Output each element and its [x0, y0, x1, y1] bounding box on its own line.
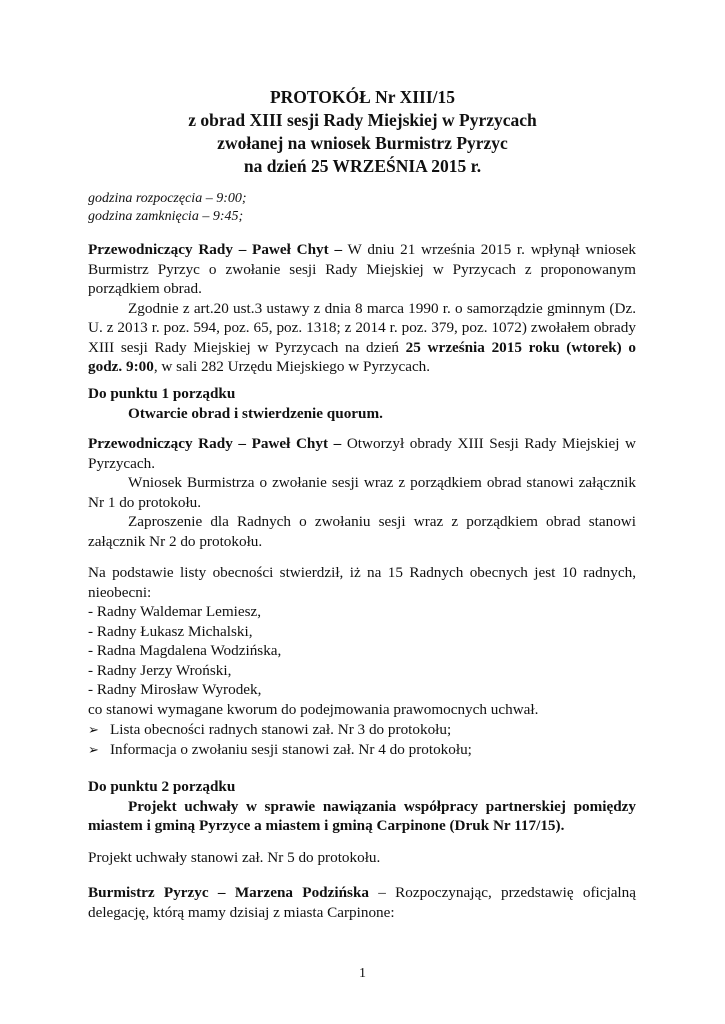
document-title — [0, 86, 725, 178]
point-2-heading-text: Do punktu 2 porządku — [88, 778, 236, 795]
start-time: godzina rozpoczęcia – 9:00; — [88, 191, 247, 206]
opening-paragraph — [88, 434, 636, 473]
convocation-paragraph — [88, 299, 636, 377]
point-2-note — [88, 848, 636, 868]
mayor-text: – Rozpoczynając, przedstawię oficjalną delegację, którą mamy dzisiaj z miasta Carpinone: — [88, 884, 636, 921]
list-item-text: Lista obecności radnych stanowi zał. Nr 3 do protokołu; — [110, 721, 452, 738]
title-line-3: zwołanej na wniosek Burmistrz Pyrzyc — [217, 133, 508, 153]
point-2-note-text: Projekt uchwały stanowi zał. Nr 5 do protokołu. — [88, 849, 381, 866]
opening-speaker: Przewodniczący Rady – Paweł Chyt – — [88, 435, 342, 452]
title-line-1: PROTOKÓŁ Nr XIII/15 — [269, 87, 456, 107]
mayor-speaker: Burmistrz Pyrzyc – Marzena Podzińska — [88, 884, 369, 901]
point-1-section — [88, 384, 636, 423]
session-hours — [88, 190, 247, 226]
point-2-heading — [88, 777, 636, 797]
absent-list-item: - Radny Waldemar Lemiesz, — [88, 603, 262, 620]
point-2-section — [88, 777, 636, 836]
intro-section — [88, 240, 636, 377]
intro-speaker: Przewodniczący Rady – Paweł Chyt – — [88, 241, 343, 258]
end-time: godzina zamknięcia – 9:45; — [88, 209, 244, 224]
attachment-1-paragraph: Wniosek Burmistrza o zwołanie sesji wraz z porządkiem obrad stanowi załącznik Nr 1 do protokołu. — [88, 474, 636, 511]
arrow-bullet-icon: ➢ — [88, 741, 99, 757]
page-number: 1 — [359, 966, 366, 981]
arrow-bullet-icon: ➢ — [88, 722, 99, 737]
absent-list-item: - Radny Mirosław Wyrodek, — [88, 681, 262, 698]
absent-list-item: - Radny Jerzy Wroński, — [88, 661, 232, 679]
point-1-subheading — [88, 404, 636, 424]
list-item — [88, 740, 472, 760]
attendance-section — [88, 563, 636, 719]
point-1-subheading-text: Otwarcie obrad i stwierdzenie quorum. — [128, 404, 383, 422]
attendance-lead: Na podstawie listy obecności stwierdził, iż na 15 Radnych obecnych jest 10 radnych, nieobecni: — [88, 564, 636, 601]
attachment-2-paragraph: Zaproszenie dla Radnych o zwołaniu sesji wraz z porządkiem obrad stanowi załącznik Nr 2 do protokołu. — [88, 513, 636, 550]
point-1-heading — [88, 384, 636, 404]
intro-text: W dniu 21 września 2015 r. wpłynął wniosek Burmistrz Pyrzyc o zwołanie sesji Rady Miejskiej w Pyrzycach z proponowanym porządkiem obrad. — [88, 241, 637, 297]
title-line-4: na dzień 25 WRZEŚNIA 2015 r. — [243, 156, 482, 176]
convocation-time: o godz. 9:00 — [88, 338, 636, 375]
list-item — [88, 720, 472, 740]
opening-text: Otworzył obrady XIII Sesji Rady Miejskiej w Pyrzycach. — [88, 435, 636, 472]
opening-section — [88, 434, 636, 551]
title-line-2: z obrad XIII sesji Rady Miejskiej w Pyrzycach — [188, 110, 537, 130]
attachments-list — [88, 720, 472, 759]
absent-list-item: - Radna Magdalena Wodzińska, — [88, 642, 282, 659]
point-1-heading-text: Do punktu 1 porządku — [88, 385, 236, 402]
convocation-place: , w sali 282 Urzędu Miejskiego w Pyrzycach. — [153, 358, 431, 375]
list-item-text: Informacja o zwołaniu sesji stanowi zał. Nr 4 do protokołu; — [110, 740, 472, 758]
point-2-subheading — [88, 797, 636, 836]
point-2-subheading-text: Projekt uchwały w sprawie nawiązania współpracy partnerskiej pomiędzy miastem i gminą Pyrzyce a miastem i gminą Carpinone (Druk Nr 117/15). — [88, 797, 636, 834]
intro-paragraph — [88, 240, 636, 299]
attendance-closing: co stanowi wymagane kworum do podejmowania prawomocnych uchwał. — [88, 700, 539, 718]
convocation-text: Zgodnie z art.20 ust.3 ustawy z dnia 8 marca 1990 r. o samorządzie gminnym (Dz. U. z 2013 r. poz. 594, poz. 65, poz. 1318; z 2014 r. poz. 379, poz. 1072) zwołałem obrady XIII sesji Rady Miejskiej w Pyrzycach na dzień — [88, 299, 636, 356]
absent-list-item: - Radny Łukasz Michalski, — [88, 622, 253, 640]
convocation-date: 25 września 2015 roku (wtorek) — [405, 338, 622, 356]
mayor-section — [88, 883, 636, 922]
mayor-paragraph — [88, 883, 636, 922]
